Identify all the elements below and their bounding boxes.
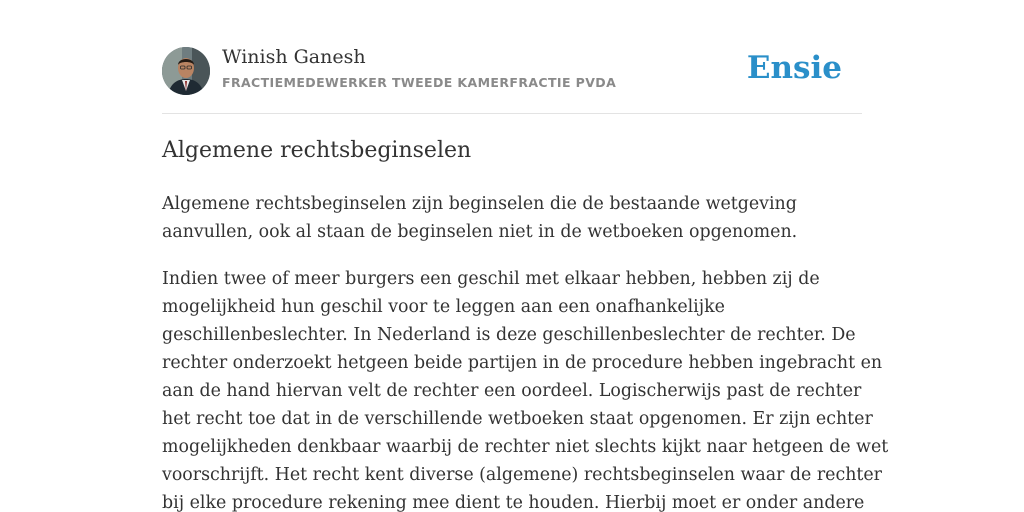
paragraph-line: mogelijkheden denkbaar waarbij de rechter niet slechts kijkt naar hetgeen de wet xyxy=(162,437,889,457)
paragraph-line: aanvullen, ook al staan de beginselen niet in de wetboeken opgenomen. xyxy=(162,222,798,242)
brand-logo[interactable]: Ensie xyxy=(746,50,842,86)
author-photo xyxy=(162,47,210,95)
author-name[interactable]: Winish Ganesh xyxy=(222,46,366,68)
author-avatar[interactable] xyxy=(162,47,210,95)
paragraph-line: mogelijkheid hun geschil voor te leggen aan een onafhankelijke xyxy=(162,297,725,317)
author-role: FRACTIEMEDEWERKER TWEEDE KAMERFRACTIE PVDA xyxy=(222,75,617,90)
paragraph-line: bij elke procedure rekening mee dient te houden. Hierbij moet er onder andere xyxy=(162,493,865,512)
article-paragraph xyxy=(162,190,862,246)
article-title: Algemene rechtsbeginselen xyxy=(162,138,472,163)
paragraph-line: het recht toe dat in de verschillende wetboeken staat opgenomen. Er zijn echter xyxy=(162,409,873,429)
paragraph-line: rechter onderzoekt hetgeen beide partijen in de procedure hebben ingebracht en xyxy=(162,353,883,373)
paragraph-line: geschillenbeslechter. In Nederland is deze geschillenbeslechter de rechter. De xyxy=(162,325,856,345)
author-header xyxy=(162,0,862,114)
article-paragraph xyxy=(162,265,889,512)
article-container xyxy=(162,0,889,512)
paragraph-line: aan de hand hiervan velt de rechter een oordeel. Logischerwijs past de rechter xyxy=(162,381,862,401)
paragraph-line: Algemene rechtsbeginselen zijn beginselen die de bestaande wetgeving xyxy=(162,194,797,214)
paragraph-line: voorschrijft. Het recht kent diverse (algemene) rechtsbeginselen waar de rechter xyxy=(162,465,882,485)
paragraph-line: Indien twee of meer burgers een geschil met elkaar hebben, hebben zij de xyxy=(162,269,820,289)
